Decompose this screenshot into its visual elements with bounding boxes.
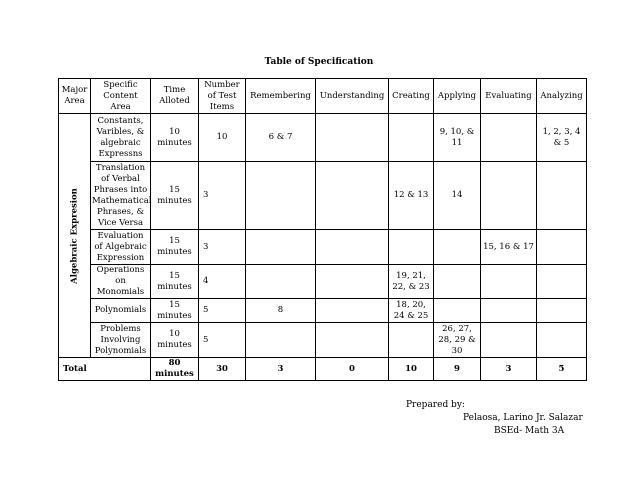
remembering-cell: 6 & 7 <box>246 114 316 162</box>
table-row <box>59 114 587 162</box>
applying-cell <box>434 230 481 265</box>
evaluating-cell <box>481 162 537 230</box>
creating-cell: 12 & 13 <box>389 162 434 230</box>
header-understanding: Understanding <box>316 79 389 114</box>
preparer-name: Pelaosa, Larino Jr. Salazar <box>463 413 583 423</box>
total-label: Total <box>59 358 151 381</box>
understanding-cell <box>316 114 389 162</box>
time-cell: 15 minutes <box>151 299 199 323</box>
evaluating-cell <box>481 265 537 299</box>
time-cell: 10 minutes <box>151 323 199 358</box>
analyzing-cell <box>537 299 587 323</box>
header-items: Number of Test Items <box>199 79 246 114</box>
understanding-cell <box>316 323 389 358</box>
table-row <box>59 162 587 230</box>
applying-cell: 14 <box>434 162 481 230</box>
header-content-area: Specific Content Area <box>91 79 151 114</box>
total-analyzing: 5 <box>537 358 587 381</box>
major-area-label: Algebraic Expresion <box>69 187 79 284</box>
header-evaluating: Evaluating <box>481 79 537 114</box>
total-time: 80 minutes <box>151 358 199 381</box>
analyzing-cell: 1, 2, 3, 4 & 5 <box>537 114 587 162</box>
evaluating-cell <box>481 323 537 358</box>
remembering-cell <box>246 265 316 299</box>
remembering-cell: 8 <box>246 299 316 323</box>
understanding-cell <box>316 230 389 265</box>
creating-cell <box>389 323 434 358</box>
understanding-cell <box>316 265 389 299</box>
preparer-course: BSEd- Math 3A <box>494 426 565 436</box>
items-cell: 3 <box>199 230 246 265</box>
items-cell: 5 <box>199 323 246 358</box>
analyzing-cell <box>537 230 587 265</box>
content-cell: Operations on Monomials <box>91 265 151 299</box>
time-cell: 15 minutes <box>151 162 199 230</box>
major-area-cell <box>59 114 91 358</box>
header-analyzing: Analyzing <box>537 79 587 114</box>
header-time: Time Alloted <box>151 79 199 114</box>
creating-cell: 19, 21, 22, & 23 <box>389 265 434 299</box>
header-creating: Creating <box>389 79 434 114</box>
total-row <box>59 358 587 381</box>
total-creating: 10 <box>389 358 434 381</box>
header-row <box>59 79 587 114</box>
table-title: Table of Specification <box>264 57 374 67</box>
applying-cell: 26, 27, 28, 29 & 30 <box>434 323 481 358</box>
remembering-cell <box>246 162 316 230</box>
table-row <box>59 265 587 299</box>
time-cell: 15 minutes <box>151 265 199 299</box>
total-evaluating: 3 <box>481 358 537 381</box>
total-items: 30 <box>199 358 246 381</box>
header-major-area: Major Area <box>59 79 91 114</box>
analyzing-cell <box>537 265 587 299</box>
prepared-by-label: Prepared by: <box>406 400 465 410</box>
table-row <box>59 299 587 323</box>
total-remembering: 3 <box>246 358 316 381</box>
specification-table <box>58 78 587 381</box>
content-cell: Polynomials <box>91 299 151 323</box>
applying-cell: 9, 10, & 11 <box>434 114 481 162</box>
total-applying: 9 <box>434 358 481 381</box>
evaluating-cell <box>481 299 537 323</box>
content-cell: Problems Involving Polynomials <box>91 323 151 358</box>
creating-cell <box>389 114 434 162</box>
applying-cell <box>434 299 481 323</box>
content-cell: Translation of Verbal Phrases into Mathematical Phrases, & Vice Versa <box>92 162 152 228</box>
understanding-cell <box>316 162 389 230</box>
remembering-cell <box>246 323 316 358</box>
remembering-cell <box>246 230 316 265</box>
understanding-cell <box>316 299 389 323</box>
table-row <box>59 323 587 358</box>
evaluating-cell <box>481 114 537 162</box>
items-cell: 3 <box>199 162 246 230</box>
creating-cell <box>389 230 434 265</box>
applying-cell <box>434 265 481 299</box>
total-understanding: 0 <box>316 358 389 381</box>
content-cell: Constants, Varibles, & algebraic Expressns <box>91 114 151 162</box>
content-cell: Evaluation of Algebraic Expression <box>91 230 151 265</box>
analyzing-cell <box>537 323 587 358</box>
table-row <box>59 230 587 265</box>
creating-cell: 18, 20, 24 & 25 <box>389 299 434 323</box>
time-cell: 15 minutes <box>151 230 199 265</box>
analyzing-cell <box>537 162 587 230</box>
items-cell: 5 <box>199 299 246 323</box>
items-cell: 4 <box>199 265 246 299</box>
header-remembering: Remembering <box>246 79 316 114</box>
header-applying: Applying <box>434 79 481 114</box>
evaluating-cell: 15, 16 & 17 <box>481 230 537 265</box>
time-cell: 10 minutes <box>151 114 199 162</box>
items-cell: 10 <box>199 114 246 162</box>
